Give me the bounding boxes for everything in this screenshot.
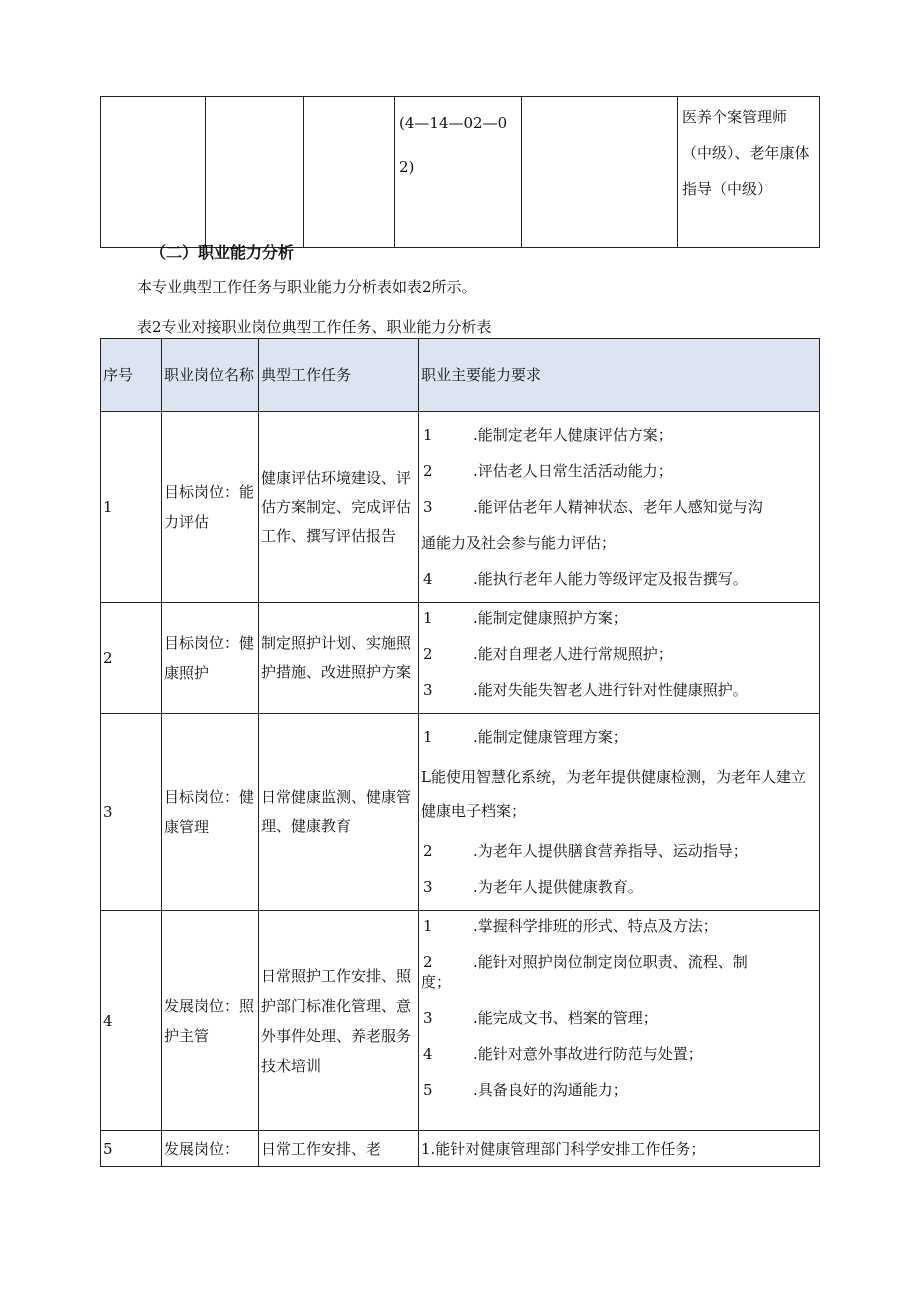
list-item: 3 .能评估老年人精神状态、老年人感知觉与沟 通能力及社会参与能力评估； bbox=[421, 498, 763, 552]
header-post: 职业岗位名称 bbox=[162, 339, 259, 412]
row-tasks: 日常照护工作安排、照护部门标准化管理、意外事件处理、养老服务技术培训 bbox=[259, 911, 419, 1131]
row-post: 目标岗位：健康照护 bbox=[162, 603, 259, 714]
row-requirements bbox=[419, 911, 820, 1131]
list-item: 1 .能制定老年人健康评估方案； bbox=[423, 426, 673, 444]
row-post: 发展岗位：照护主管 bbox=[162, 911, 259, 1131]
row-post: 目标岗位：健康管理 bbox=[162, 714, 259, 911]
list-item: 4 .能针对意外事故进行防范与处置； bbox=[423, 1045, 703, 1063]
list-item: L能使用智慧化系统，为老年提供健康检测，为老年人建立健康电子档案； bbox=[421, 768, 806, 820]
row-requirements bbox=[419, 412, 820, 603]
certificate-cell: 医养个案管理师（中级）、老年康体指导（中级） bbox=[678, 97, 820, 248]
row-tasks: 日常健康监测、健康管理、健康教育 bbox=[259, 714, 419, 911]
row-post: 发展岗位： bbox=[162, 1131, 259, 1167]
row-requirements: 1.能针对健康管理部门科学安排工作任务； bbox=[419, 1131, 820, 1167]
continuation-table bbox=[100, 96, 820, 248]
empty-cell bbox=[206, 97, 304, 248]
row-no: 4 bbox=[101, 911, 162, 1131]
list-item: 3 .为老年人提供健康教育。 bbox=[423, 878, 643, 896]
empty-cell bbox=[522, 97, 678, 248]
table-row bbox=[101, 412, 820, 603]
row-no: 1 bbox=[101, 412, 162, 603]
header-requirements: 职业主要能力要求 bbox=[419, 339, 820, 412]
list-item: 2 .能对自理老人进行常规照护； bbox=[423, 645, 673, 663]
section-title: （二）职业能力分析 bbox=[150, 243, 295, 262]
row-requirements bbox=[419, 603, 820, 714]
list-item: 2 .能针对照护岗位制定岗位职责、流程、制 度； bbox=[421, 953, 748, 991]
continuation-row bbox=[101, 97, 820, 248]
list-item: 3 .能完成文书、档案的管理； bbox=[423, 1009, 658, 1027]
row-tasks: 健康评估环境建设、评估方案制定、完成评估工作、撰写评估报告 bbox=[259, 412, 419, 603]
table-row bbox=[101, 603, 820, 714]
table-row bbox=[101, 1131, 820, 1167]
list-item: 1 .掌握科学排班的形式、特点及方法； bbox=[423, 917, 718, 935]
list-item: 4 .能执行老年人能力等级评定及报告撰写。 bbox=[423, 570, 748, 588]
list-item: 2 .评估老人日常生活活动能力； bbox=[423, 462, 673, 480]
list-item: 2 .为老年人提供膳食营养指导、运动指导； bbox=[423, 842, 748, 860]
list-item: 1 .能制定健康管理方案； bbox=[423, 728, 628, 746]
table-header-row bbox=[101, 339, 820, 412]
row-no: 5 bbox=[101, 1131, 162, 1167]
table-caption: 表2专业对接职业岗位典型工作任务、职业能力分析表 bbox=[137, 318, 492, 336]
row-requirements bbox=[419, 714, 820, 911]
header-no: 序号 bbox=[101, 339, 162, 412]
row-tasks: 制定照护计划、实施照护措施、改进照护方案 bbox=[259, 603, 419, 714]
list-item: 1 .能制定健康照护方案； bbox=[423, 609, 628, 627]
header-tasks: 典型工作任务 bbox=[259, 339, 419, 412]
list-item: 5 .具备良好的沟通能力； bbox=[423, 1081, 628, 1099]
list-item: 3 .能对失能失智老人进行针对性健康照护。 bbox=[423, 681, 748, 699]
row-no: 2 bbox=[101, 603, 162, 714]
occupation-code: (4—14—02—02) bbox=[395, 97, 522, 248]
empty-cell bbox=[304, 97, 395, 248]
ability-analysis-table bbox=[100, 338, 820, 1167]
intro-paragraph: 本专业典型工作任务与职业能力分析表如表2所示。 bbox=[137, 278, 477, 296]
empty-cell bbox=[101, 97, 206, 248]
table-row bbox=[101, 911, 820, 1131]
row-tasks: 日常工作安排、老 bbox=[259, 1131, 419, 1167]
row-no: 3 bbox=[101, 714, 162, 911]
table-row bbox=[101, 714, 820, 911]
row-post: 目标岗位：能力评估 bbox=[162, 412, 259, 603]
